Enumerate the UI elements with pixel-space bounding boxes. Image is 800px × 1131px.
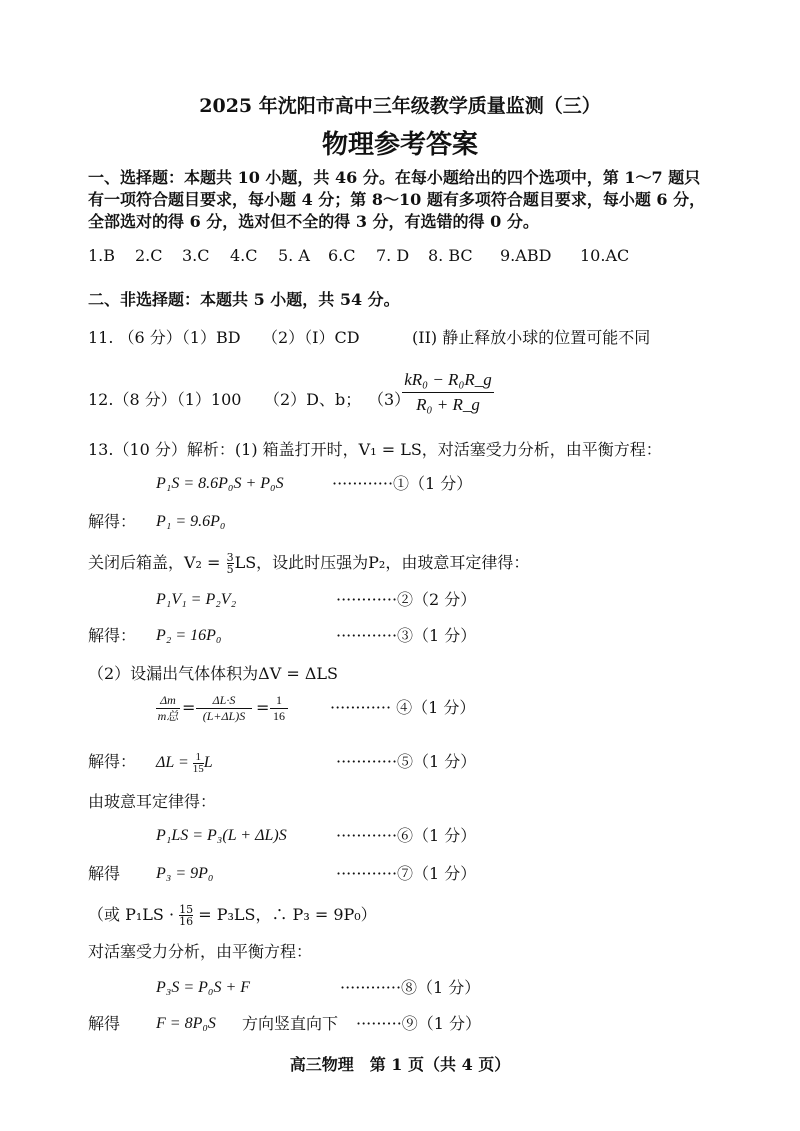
q12-frac-numerator: kR₀ − R₀R_g (404, 370, 492, 389)
q11-part2: （2）（I）CD (262, 328, 360, 347)
q12-label: 12.（8 分）（1）100 (88, 390, 242, 409)
solve-label: 解得： (88, 752, 137, 771)
q12-frac-denominator: R₀ + R_g (416, 395, 480, 414)
solve-label: 解得 (88, 1014, 121, 1033)
fraction-dl-s (196, 694, 252, 723)
equation-6: P₁LS = P₃(L + ΔL)S (156, 827, 287, 844)
answer-item: 9.ABD (500, 246, 552, 265)
part2-intro: （2）设漏出气体体积为ΔV = ΔLS (88, 664, 339, 683)
answer-item: 4.C (230, 246, 258, 265)
equals-sign: = (256, 698, 270, 717)
result-p2-mark: ············③（1 分） (336, 626, 477, 645)
force-direction: 方向竖直向下 (242, 1014, 339, 1033)
result-p2: P₂ = 16P₀ (156, 627, 222, 644)
q11-label: 11. （6 分）（1）BD (88, 328, 241, 347)
q12-part3: （3） (368, 390, 411, 409)
frac-numerator: 3 (226, 551, 234, 564)
q12-fraction (402, 370, 494, 415)
delta-l-rhs: L (203, 754, 213, 772)
section1-line2: 有一项符合题目要求，每小题 4 分；第 8～10 题有多项符合题目要求，每小题 6 分， (88, 190, 706, 209)
alt-suffix: = P₃LS，∴ P₃ = 9P₀） (193, 905, 377, 924)
frac-denominator: (L+ΔL)S (202, 709, 246, 723)
fraction-bar (402, 392, 494, 393)
equation-6-mark: ············⑥（1 分） (336, 826, 477, 845)
equation-2-mark: ············②（2 分） (336, 590, 477, 609)
solve-label: 解得： (88, 626, 137, 645)
page-title: 物理参考答案 (321, 130, 478, 160)
delta-l-lhs: ΔL = (156, 754, 193, 772)
close-lid-text (88, 552, 529, 575)
section2-heading: 二、非选择题：本题共 5 小题，共 54 分。 (88, 290, 400, 309)
frac-numerator: Δm (160, 693, 176, 707)
fraction-dm-m (156, 694, 180, 723)
force-label: 对活塞受力分析，由平衡方程： (88, 942, 313, 961)
page-footer: 高三物理 第 1 页（共 4 页） (289, 1055, 511, 1074)
fraction-1-16 (270, 694, 288, 723)
answer-item: 3.C (182, 246, 210, 265)
result-p3: P₃ = 9P₀ (156, 865, 214, 882)
q13-intro: 13.（10 分）解析：(1) 箱盖打开时，V₁ = LS，对活塞受力分析，由平衡方程： (88, 440, 662, 459)
frac-numerator: 15 (179, 903, 194, 916)
equation-8-mark: ············⑧（1 分） (340, 978, 481, 997)
result-delta-l-mark: ············⑤（1 分） (336, 752, 477, 771)
frac-numerator: ΔL·S (212, 693, 236, 707)
alternative-solution (88, 904, 377, 927)
q12-part2: （2）D、b； (264, 390, 362, 409)
solve-label: 解得： (88, 512, 137, 531)
exam-title: 2025 年沈阳市高中三年级教学质量监测（三） (199, 95, 601, 117)
boyle-label: 由玻意耳定律得： (88, 792, 217, 811)
alt-prefix: （或 P₁LS · (88, 905, 180, 924)
frac-denominator: 5 (226, 563, 234, 576)
frac-numerator: 1 (195, 751, 202, 763)
answer-item: 8. BC (428, 246, 473, 265)
equation-8: P₃S = P₀S + F (156, 979, 251, 996)
result-p3-mark: ············⑦（1 分） (336, 864, 477, 883)
frac-numerator: 1 (276, 693, 282, 707)
frac-denominator: 16 (273, 709, 285, 723)
result-delta-l (156, 752, 213, 775)
answer-item: 6.C (328, 246, 356, 265)
answer-item: 1.B (88, 246, 116, 265)
section1-line3: 全部选对的得 6 分，选对但不全的得 3 分，有选错的得 0 分。 (88, 212, 539, 231)
result-p1: P₁ = 9.6P₀ (156, 513, 226, 530)
solve-label: 解得 (88, 864, 121, 883)
answer-item: 7. D (376, 246, 410, 265)
equation-2: P₁V₁ = P₂V₂ (156, 591, 237, 608)
frac-denominator: 16 (179, 915, 194, 928)
answer-item: 10.AC (580, 246, 630, 265)
section1-line1: 一、选择题：本题共 10 小题，共 46 分。在每小题给出的四个选项中，第 1～7 题只 (88, 168, 701, 187)
result-force: F = 8P₀S (156, 1015, 216, 1032)
frac-denominator: m总 (157, 709, 179, 723)
equation-1-mark: ············①（1 分） (332, 474, 473, 493)
q11-part3: (II) 静止释放小球的位置可能不同 (412, 328, 651, 347)
delta-l-fraction (193, 752, 204, 775)
equation-1: P₁S = 8.6P₀S + P₀S (156, 475, 284, 492)
equation-4-mark: ············ ④（1 分） (330, 698, 476, 717)
equals-sign: = (182, 698, 196, 717)
result-force-mark: ·········⑨（1 分） (356, 1014, 482, 1033)
close-lid-fraction (227, 552, 234, 575)
close-lid-prefix: 关闭后箱盖，V₂ = (88, 553, 226, 572)
frac-denominator: 15 (192, 763, 204, 775)
answer-item: 2.C (135, 246, 163, 265)
answer-item: 5. A (278, 246, 310, 265)
close-lid-suffix: LS，设此时压强为P₂，由玻意耳定律得： (234, 553, 530, 572)
alt-fraction (179, 904, 193, 927)
